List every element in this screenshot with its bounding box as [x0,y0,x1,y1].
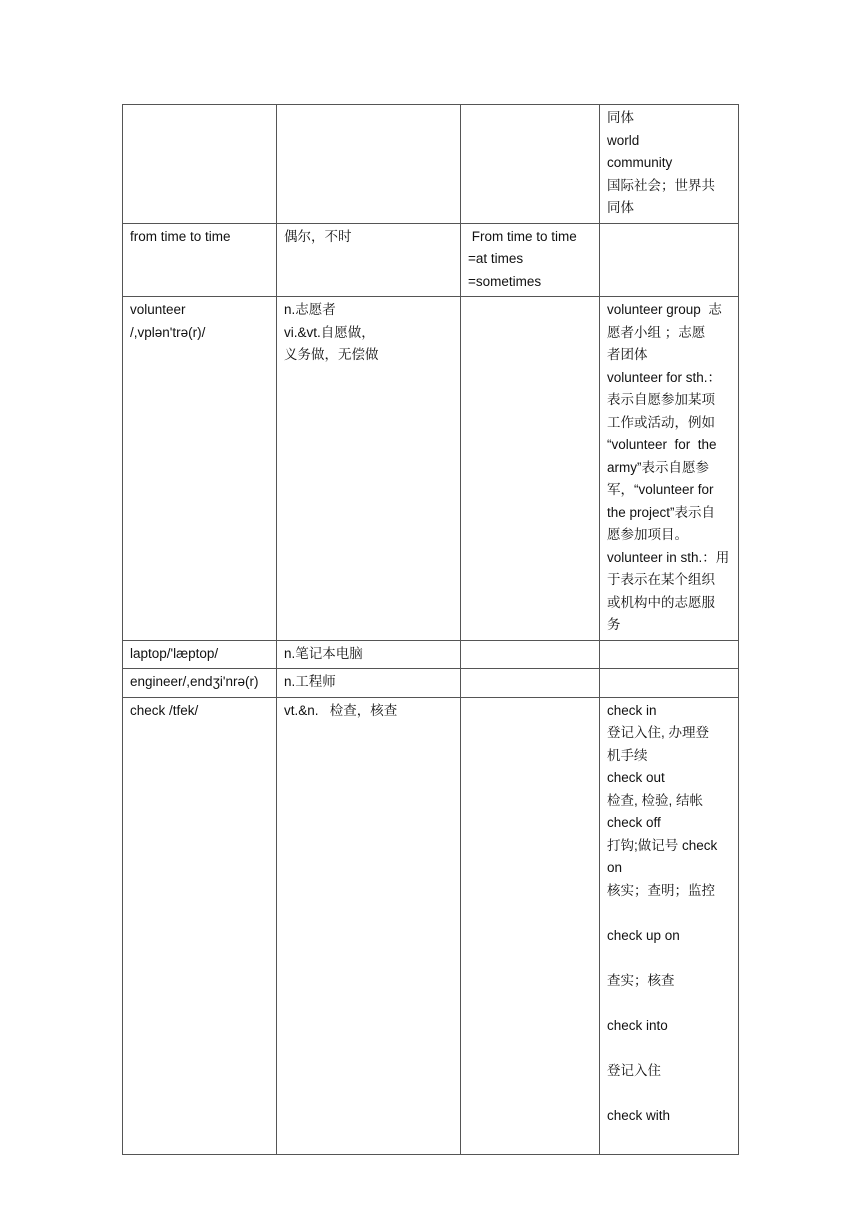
meaning-cell [277,105,461,224]
notes-line: check in [607,702,657,718]
table-row [123,105,739,224]
vocabulary-table [122,104,739,1155]
meaning-line: vi.&vt.自愿做， [284,324,375,340]
synonyms-cell [461,223,600,297]
meaning-cell [277,297,461,641]
notes-line [607,947,731,970]
notes-line: check into [607,1017,668,1033]
notes-cell [600,640,739,669]
word-line: volunteer [130,302,186,317]
synonyms-cell [461,105,600,224]
synonyms-line: =sometimes [468,273,542,289]
notes-line: 打钩;做记号 check [607,837,718,853]
notes-line: 军，“volunteer for [607,482,714,497]
notes-line [607,1037,731,1060]
meaning-line: n.工程师 [284,674,336,689]
notes-line [607,992,731,1015]
notes-line: 表示自愿参加某项 [607,392,715,407]
notes-line: 查实；核查 [607,972,675,988]
vocabulary-table-body [123,105,739,1155]
meaning-line: vt.&n. 检查，核查 [284,702,398,718]
notes-line: world community [607,132,673,170]
notes-line: volunteer in sth.：用 [607,549,730,565]
synonyms-line: From time to time [468,228,577,244]
synonyms-line: =at times [468,251,524,266]
notes-line: 者团体 [607,347,648,362]
notes-line: check off [607,815,661,830]
notes-cell [600,297,739,641]
table-row [123,697,739,1155]
notes-line: 务 [607,617,621,632]
meaning-cell [277,223,461,297]
word-cell [123,223,277,297]
meaning-line: n.志愿者 [284,302,336,317]
table-row [123,223,739,297]
table-row [123,297,739,641]
meaning-cell [277,640,461,669]
notes-line: 同体 [607,110,634,125]
notes-line: volunteer group 志 [607,302,722,317]
meaning-line: n.笔记本电脑 [284,645,363,661]
synonyms-cell [461,669,600,698]
word-cell [123,105,277,224]
word-line: /,vplən'trə(r)/ [130,324,206,340]
notes-line: check out [607,770,665,785]
meaning-line: 义务做，无偿做 [284,347,379,362]
word-line: from time to time [130,228,231,244]
word-line: laptop/'læptop/ [130,645,219,661]
notes-line: 工作或活动，例如 [607,414,715,430]
synonyms-cell [461,640,600,669]
notes-line: army”表示自愿参 [607,459,709,475]
notes-line: on [607,860,623,875]
notes-line: 同体 [607,200,634,215]
notes-line: check up on [607,927,680,943]
notes-line: 愿参加项目。 [607,527,688,542]
notes-line: 愿者小组 ；志愿 [607,324,706,340]
notes-cell [600,669,739,698]
notes-line: 机手续 [607,747,648,763]
notes-line: 检查, 检验, 结帐 [607,792,704,808]
word-cell [123,640,277,669]
notes-line: 于表示在某个组织 [607,572,715,587]
synonyms-cell [461,297,600,641]
meaning-line: 偶尔，不时 [284,228,352,244]
synonyms-cell [461,697,600,1155]
notes-line: “volunteer for the [607,437,717,452]
word-line: check /tfek/ [130,702,199,718]
notes-line: 核实；查明；监控 [607,882,715,898]
notes-line [607,902,731,925]
meaning-cell [277,697,461,1155]
notes-line [607,1082,731,1105]
table-row [123,669,739,698]
notes-line: 登记入住, 办理登 [607,725,710,740]
notes-line: 登记入住 [607,1062,661,1078]
notes-line: check with [607,1107,671,1123]
table-row [123,640,739,669]
word-cell [123,297,277,641]
notes-line: volunteer for sth.： [607,369,722,385]
notes-line: 国际社会；世界共 [607,177,715,193]
word-cell [123,697,277,1155]
word-cell [123,669,277,698]
meaning-cell [277,669,461,698]
notes-line: 或机构中的志愿服 [607,594,715,610]
notes-cell [600,105,739,224]
notes-cell [600,223,739,297]
word-line: engineer/,endʒi'nrə(r) [130,674,259,689]
notes-cell [600,697,739,1155]
notes-line: the project”表示自 [607,504,716,520]
